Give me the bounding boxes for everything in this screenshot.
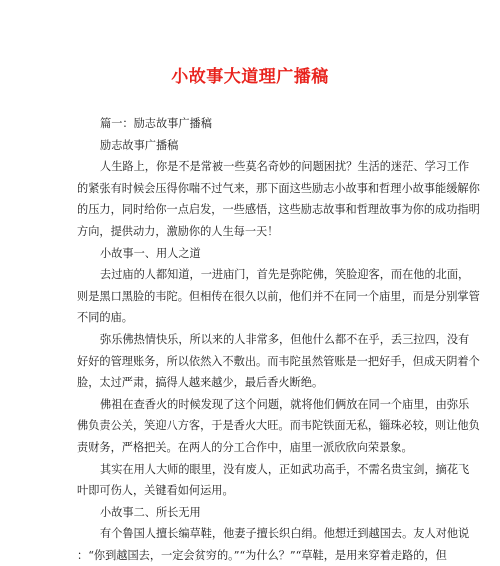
text-line: 脸，太过严肃，搞得人越来越少，最后香火断绝。 <box>77 376 324 390</box>
text-line: 的紧张有时候会压得你喘不过气来，那下面这些励志小故事和哲理小故事能缓解你 <box>77 181 480 195</box>
text-line: 有个鲁国人擅长编草鞋，他妻子擅长织白绢。他想迁到越国去。友人对他说 <box>100 527 470 541</box>
document-title: 小故事大道理广播稿 <box>171 67 329 87</box>
text-line: 小故事二、所长无用 <box>100 505 201 519</box>
text-line: 励志故事广播稿 <box>100 138 179 152</box>
text-line: 小故事一、用人之道 <box>100 246 201 260</box>
text-line: 叶即可伤人，关键看如何运用。 <box>77 484 234 498</box>
text-line: 不同的庙。 <box>77 311 133 325</box>
text-line: 的压力，同时给你一点启发，一些感悟，这些励志故事和哲理故事为你的成功指明 <box>77 203 480 217</box>
text-line: 方向，提供动力，激励你的人生每一天！ <box>77 224 279 238</box>
text-line: 篇一：励志故事广播稿 <box>100 117 212 130</box>
text-line: 人生路上，你是不是常被一些莫名奇妙的问题困扰？生活的迷茫、学习工作 <box>100 160 470 174</box>
text-line: 佛负责公关，笑迎八方客，于是香火大旺。而韦陀铁面无私，锱珠必较，则让他负 <box>77 419 480 433</box>
text-line: 好好的管理账务，所以依然入不敷出。而韦陀虽然管账是一把好手，但成天阴着个 <box>77 354 480 368</box>
document-body <box>77 113 480 566</box>
text-line: ：“你到越国去，一定会贫穷的。”“为什么？”“草鞋，是用来穿着走路的，但 <box>77 548 447 562</box>
text-line: 责财务，严格把关。在两人的分工合作中，庙里一派欣欣向荣景象。 <box>77 440 413 454</box>
text-line: 佛祖在查香火的时候发现了这个问题，就将他们俩放在同一个庙里，由弥乐 <box>100 397 470 411</box>
text-line: 去过庙的人都知道，一进庙门，首先是弥陀佛，笑脸迎客，而在他的北面， <box>100 268 470 282</box>
text-line: 则是黑口黑脸的韦陀。但相传在很久以前，他们并不在同一个庙里，而是分别掌管 <box>77 289 480 303</box>
text-line: 弥乐佛热情快乐，所以来的人非常多，但他什么都不在乎，丢三拉四，没有 <box>100 332 470 346</box>
text-line: 其实在用人大师的眼里，没有废人，正如武功高手，不需名贵宝剑，摘花飞 <box>100 462 470 476</box>
